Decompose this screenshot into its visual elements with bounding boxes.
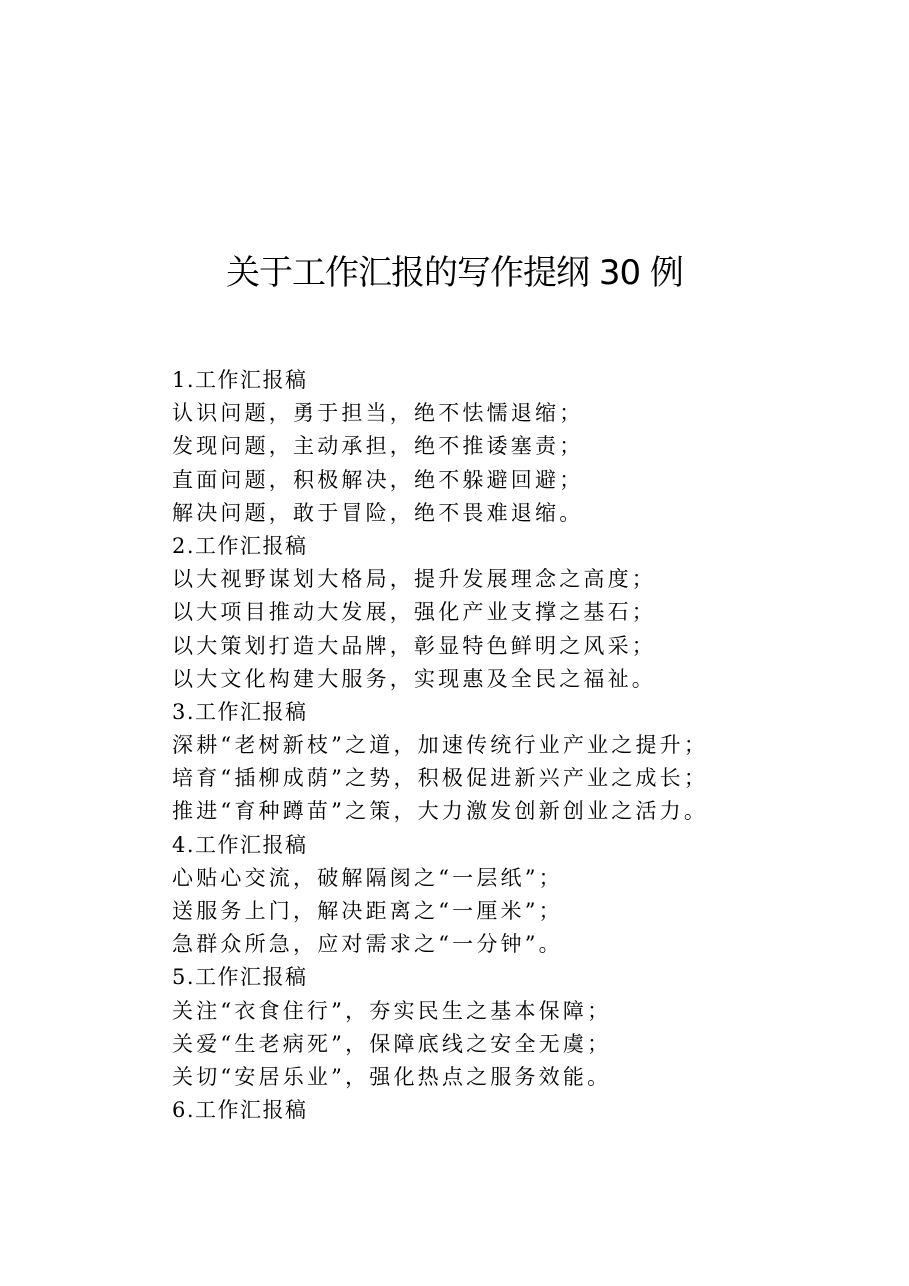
body-line: 关注“衣食住行”，夯实民生之基本保障； (172, 998, 612, 1023)
body-line: 深耕“老树新枝”之道，加速传统行业产业之提升； (172, 733, 709, 758)
page-title: 关于工作汇报的写作提纲 30 例 (226, 253, 683, 293)
section-heading: 2.工作汇报稿 (172, 533, 308, 558)
body-line: 直面问题，积极解决，绝不躲避回避； (172, 467, 584, 492)
body-line: 关切“安居乐业”，强化热点之服务效能。 (172, 1064, 612, 1089)
body-line: 急群众所急，应对需求之“一分钟”。 (172, 932, 563, 957)
section-heading: 5.工作汇报稿 (172, 965, 308, 990)
section-heading: 6.工作汇报稿 (172, 1098, 308, 1123)
body-line: 以大视野谋划大格局，提升发展理念之高度； (172, 567, 656, 592)
body-line: 关爱“生老病死”，保障底线之安全无虞； (172, 1031, 612, 1056)
section-heading: 3.工作汇报稿 (172, 699, 308, 724)
section-heading: 4.工作汇报稿 (172, 832, 308, 857)
document-body (172, 364, 872, 1127)
body-line: 解决问题，敢于冒险，绝不畏难退缩。 (172, 500, 584, 525)
section-heading: 1.工作汇报稿 (172, 368, 308, 392)
body-line: 认识问题，勇于担当，绝不怯懦退缩； (172, 401, 584, 426)
body-line: 以大策划打造大品牌，彰显特色鲜明之风采； (172, 633, 656, 658)
body-line: 心贴心交流，破解隔阂之“一层纸”； (172, 865, 563, 890)
body-line: 以大文化构建大服务，实现惠及全民之福祉。 (172, 666, 656, 691)
body-line: 以大项目推动大发展，强化产业支撑之基石； (172, 600, 656, 625)
body-line: 培育“插柳成荫”之势，积极促进新兴产业之成长； (172, 766, 709, 791)
body-line: 发现问题，主动承担，绝不推诿塞责； (172, 434, 584, 459)
body-line: 推进“育种蹲苗”之策，大力激发创新创业之活力。 (172, 799, 709, 824)
body-line: 送服务上门，解决距离之“一厘米”； (172, 899, 563, 923)
